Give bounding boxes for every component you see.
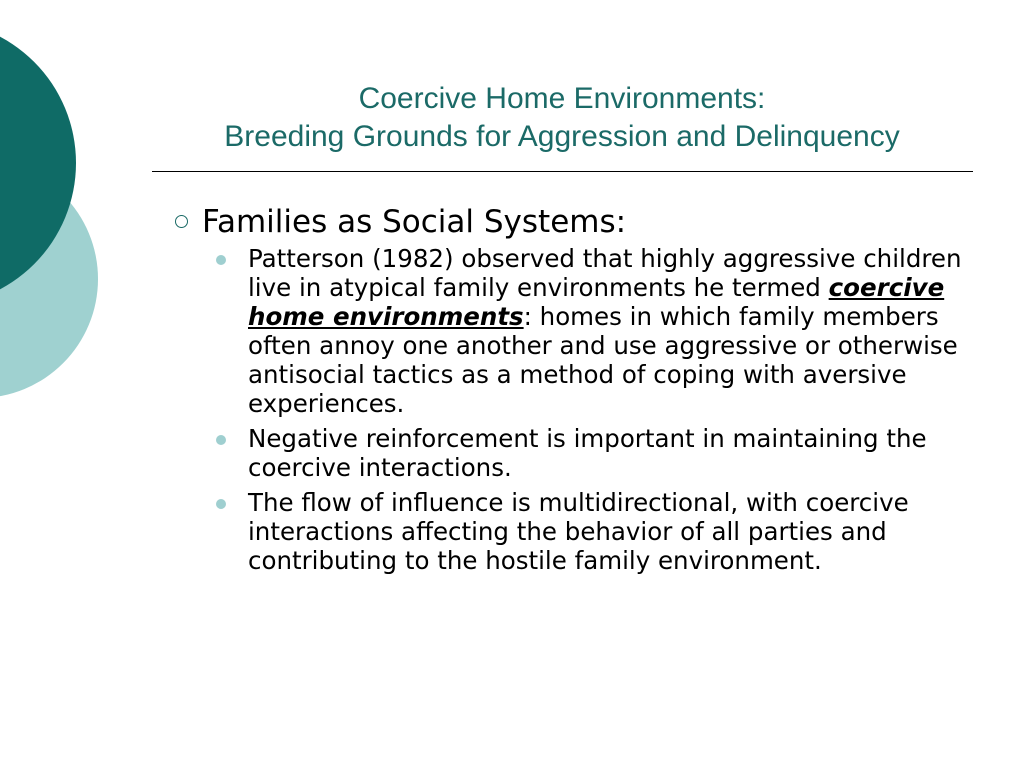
slide-title <box>150 80 974 156</box>
hollow-circle-bullet-icon <box>160 200 202 228</box>
section-heading: Families as Social Systems: <box>202 204 627 240</box>
filled-dot-bullet-icon <box>216 255 226 265</box>
bullet-text-post: : homes in which family members often annoy one another and use aggressive or otherwise antisocial tactics as a method of coping with aversive experiences. <box>248 302 958 418</box>
filled-dot-bullet-icon <box>216 499 226 509</box>
bullet-text <box>248 244 980 418</box>
bullet-item-patterson <box>212 244 980 418</box>
bullet-list <box>160 244 980 575</box>
key-term: coercive home environments <box>248 273 945 331</box>
bullet-text: The flow of influence is multidirectional, with coercive interactions affecting the behavior of all parties and contributing to the hostile family environment. <box>248 488 909 575</box>
bullet-text-pre: Patterson (1982) observed that highly aggressive children live in atypical family environments he termed <box>248 244 962 302</box>
bullet-item-flow-of-influence <box>212 488 980 575</box>
bullet-text: Negative reinforcement is important in maintaining the coercive interactions. <box>248 424 927 482</box>
level1-bullet-item <box>160 200 980 244</box>
slide-body <box>160 200 980 581</box>
filled-dot-bullet-icon <box>216 435 226 445</box>
title-line-1: Coercive Home Environments: <box>358 82 766 115</box>
title-line-2: Breeding Grounds for Aggression and Delinquency <box>224 120 900 153</box>
bullet-item-negative-reinforcement <box>212 424 980 482</box>
title-divider <box>152 171 973 172</box>
